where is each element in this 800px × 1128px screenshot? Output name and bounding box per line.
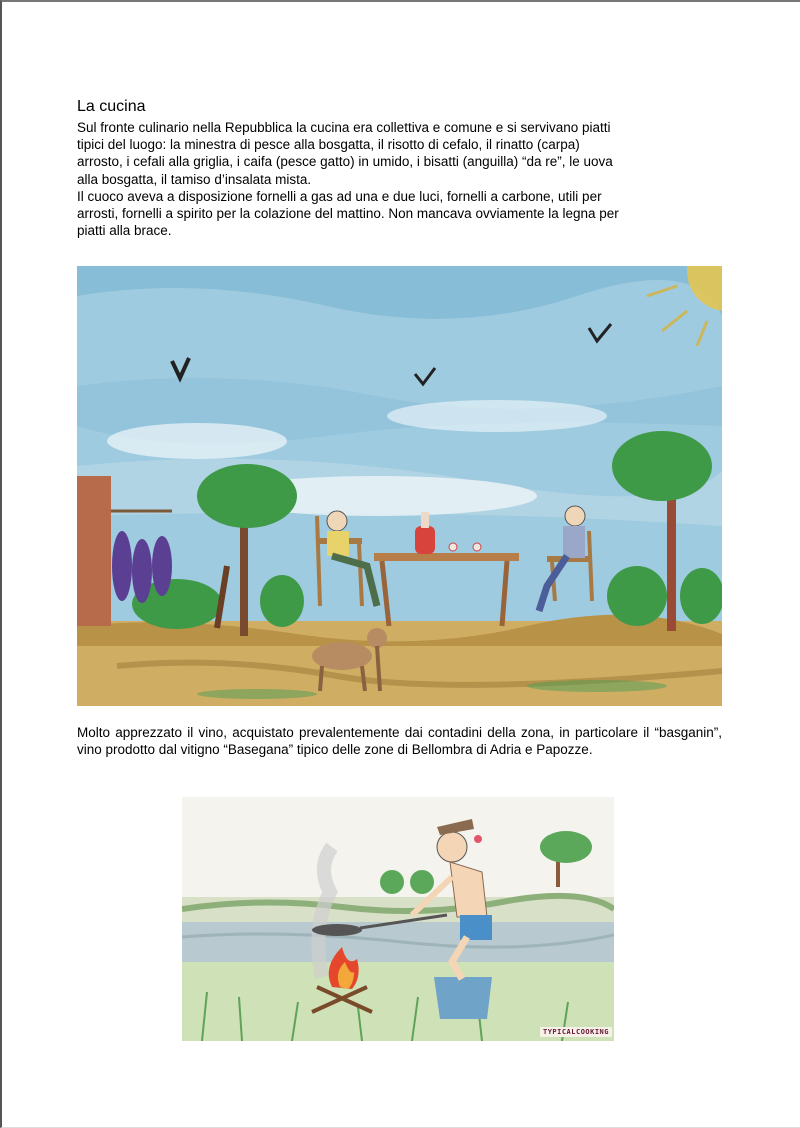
dinner-scene-illustration (77, 266, 722, 706)
section-text (77, 97, 722, 239)
p2-line: piatti alla brace. (77, 223, 172, 239)
paragraph-2 (77, 188, 722, 240)
p1-line: tipici del luogo: la minestra di pesce alla bosgatta, il risotto di cefalo, il rinatto (carpa) (77, 137, 580, 153)
paragraph-3: Molto apprezzato il vino, acquistato prevalentemente dai contadini della zona, in particolare il “basganin”, vino prodotto dal vitigno “Basegana” tipico delle zone di Bellombra di Adria e Papozze. (77, 725, 722, 758)
riverside-cooking-illustration (182, 797, 614, 1041)
p2-line: Il cuoco aveva a disposizione fornelli a gas ad una e due luci, fornelli a carbone, utili per (77, 188, 602, 204)
typical-cooking-stamp: TYPICALCOOKING (540, 1027, 612, 1037)
section-title: La cucina (77, 98, 146, 115)
p1-line: alla bosgatta, il tamiso d’insalata mista. (77, 171, 312, 187)
p1-line: Sul fronte culinario nella Repubblica la cucina era collettiva e comune e si servivano piatti (77, 120, 611, 135)
wine-paragraph (77, 724, 722, 758)
p1-line: arrosto, i cefali alla griglia, i caifa (pesce gatto) in umido, i bisatti (anguilla) “da re”, le uova (77, 154, 613, 170)
p2-line: arrosti, fornelli a spirito per la colazione del mattino. Non mancava ovviamente la legna per (77, 206, 619, 222)
paragraph-1 (77, 119, 722, 188)
